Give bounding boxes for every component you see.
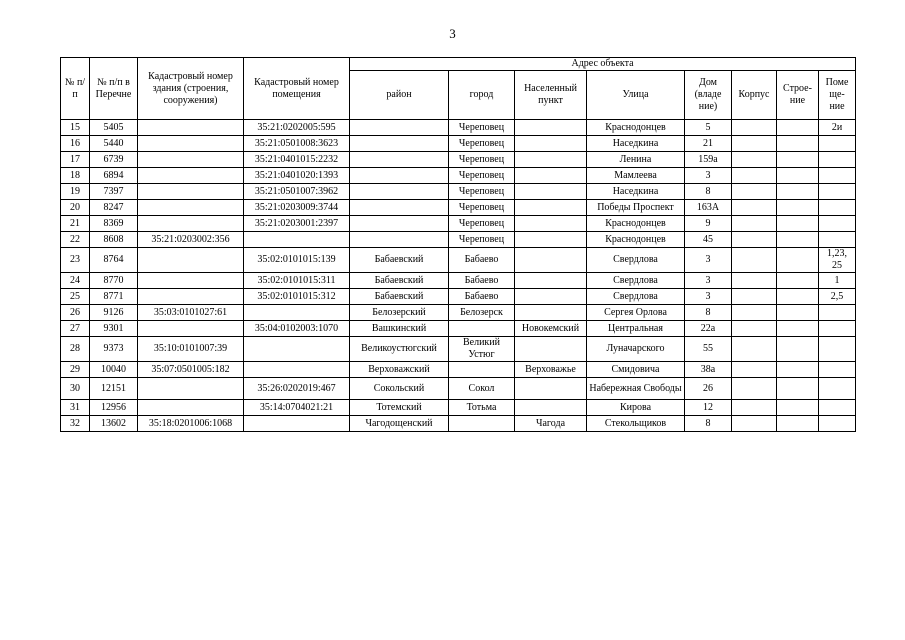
header-num: № п/п bbox=[61, 58, 90, 120]
cell-building-cadastral bbox=[138, 248, 244, 273]
table-row bbox=[61, 136, 856, 152]
cell-room-cadastral: 35:02:0101015:139 bbox=[244, 248, 350, 273]
header-stroenie: Строе- ние bbox=[777, 71, 819, 120]
cell-locality bbox=[515, 152, 587, 168]
table-row bbox=[61, 216, 856, 232]
cell-list-num: 13602 bbox=[90, 416, 138, 432]
cell-house: 9 bbox=[685, 216, 732, 232]
cell-building-cadastral: 35:07:0501005:182 bbox=[138, 362, 244, 378]
cell-pomeschenie bbox=[819, 416, 856, 432]
cell-korpus bbox=[732, 416, 777, 432]
table-body bbox=[61, 120, 856, 432]
cell-district: Бабаевский bbox=[350, 273, 449, 289]
cell-num: 18 bbox=[61, 168, 90, 184]
cell-korpus bbox=[732, 305, 777, 321]
cell-building-cadastral bbox=[138, 200, 244, 216]
cell-korpus bbox=[732, 378, 777, 400]
table-row bbox=[61, 232, 856, 248]
table-row bbox=[61, 321, 856, 337]
cell-korpus bbox=[732, 136, 777, 152]
cell-city bbox=[449, 362, 515, 378]
cell-building-cadastral bbox=[138, 152, 244, 168]
cell-building-cadastral bbox=[138, 184, 244, 200]
table-row bbox=[61, 400, 856, 416]
cell-pomeschenie bbox=[819, 184, 856, 200]
cell-num: 17 bbox=[61, 152, 90, 168]
cell-list-num: 8369 bbox=[90, 216, 138, 232]
table-row bbox=[61, 416, 856, 432]
table-row bbox=[61, 200, 856, 216]
cell-stroenie bbox=[777, 400, 819, 416]
cell-korpus bbox=[732, 289, 777, 305]
cell-city: Бабаево bbox=[449, 273, 515, 289]
cell-locality bbox=[515, 184, 587, 200]
cell-stroenie bbox=[777, 120, 819, 136]
table-row bbox=[61, 289, 856, 305]
cell-house: 159а bbox=[685, 152, 732, 168]
cell-korpus bbox=[732, 400, 777, 416]
table-row bbox=[61, 273, 856, 289]
cell-korpus bbox=[732, 152, 777, 168]
cell-num: 16 bbox=[61, 136, 90, 152]
cell-list-num: 12956 bbox=[90, 400, 138, 416]
cell-house: 12 bbox=[685, 400, 732, 416]
cell-building-cadastral bbox=[138, 400, 244, 416]
cell-list-num: 8771 bbox=[90, 289, 138, 305]
table-row bbox=[61, 120, 856, 136]
cell-pomeschenie bbox=[819, 232, 856, 248]
table-row bbox=[61, 337, 856, 362]
cell-city bbox=[449, 416, 515, 432]
cell-house: 163А bbox=[685, 200, 732, 216]
header-list-num: № п/п в Перечне bbox=[90, 58, 138, 120]
header-house: Дом (владе ние) bbox=[685, 71, 732, 120]
cell-room-cadastral bbox=[244, 416, 350, 432]
cell-korpus bbox=[732, 184, 777, 200]
cell-city: Сокол bbox=[449, 378, 515, 400]
cell-list-num: 12151 bbox=[90, 378, 138, 400]
cell-city: Череповец bbox=[449, 216, 515, 232]
cell-num: 19 bbox=[61, 184, 90, 200]
cell-stroenie bbox=[777, 216, 819, 232]
cell-room-cadastral: 35:21:0202005:595 bbox=[244, 120, 350, 136]
cell-list-num: 9126 bbox=[90, 305, 138, 321]
cell-pomeschenie: 1,23, 25 bbox=[819, 248, 856, 273]
cell-korpus bbox=[732, 120, 777, 136]
cell-street: Краснодонцев bbox=[587, 232, 685, 248]
cell-locality: Верховажье bbox=[515, 362, 587, 378]
cell-house: 38а bbox=[685, 362, 732, 378]
cell-street: Кирова bbox=[587, 400, 685, 416]
cell-locality bbox=[515, 337, 587, 362]
header-pomeschenie: Поме ще- ние bbox=[819, 71, 856, 120]
cell-num: 15 bbox=[61, 120, 90, 136]
cell-city: Череповец bbox=[449, 136, 515, 152]
cell-street: Луначарского bbox=[587, 337, 685, 362]
cell-room-cadastral: 35:26:0202019:467 bbox=[244, 378, 350, 400]
cell-locality bbox=[515, 200, 587, 216]
cell-room-cadastral: 35:21:0401015:2232 bbox=[244, 152, 350, 168]
cell-house: 8 bbox=[685, 416, 732, 432]
cell-stroenie bbox=[777, 232, 819, 248]
cell-street: Свердлова bbox=[587, 248, 685, 273]
cell-room-cadastral: 35:21:0203009:3744 bbox=[244, 200, 350, 216]
cell-room-cadastral bbox=[244, 362, 350, 378]
cell-street: Сергея Орлова bbox=[587, 305, 685, 321]
cell-korpus bbox=[732, 362, 777, 378]
cell-building-cadastral bbox=[138, 321, 244, 337]
cell-room-cadastral bbox=[244, 232, 350, 248]
cell-list-num: 6894 bbox=[90, 168, 138, 184]
cell-korpus bbox=[732, 216, 777, 232]
cell-district: Чагодощенский bbox=[350, 416, 449, 432]
cell-pomeschenie bbox=[819, 200, 856, 216]
cell-city: Бабаево bbox=[449, 289, 515, 305]
cell-locality: Чагода bbox=[515, 416, 587, 432]
cell-city bbox=[449, 321, 515, 337]
cell-street: Краснодонцев bbox=[587, 120, 685, 136]
cell-stroenie bbox=[777, 305, 819, 321]
cell-list-num: 5405 bbox=[90, 120, 138, 136]
cell-pomeschenie bbox=[819, 136, 856, 152]
cell-house: 21 bbox=[685, 136, 732, 152]
header-address-group: Адрес объекта bbox=[350, 58, 856, 71]
cell-room-cadastral: 35:21:0501007:3962 bbox=[244, 184, 350, 200]
property-table bbox=[60, 57, 856, 432]
cell-street: Свердлова bbox=[587, 273, 685, 289]
table-row bbox=[61, 152, 856, 168]
cell-building-cadastral bbox=[138, 136, 244, 152]
cell-pomeschenie: 1 bbox=[819, 273, 856, 289]
cell-stroenie bbox=[777, 248, 819, 273]
cell-room-cadastral: 35:04:0102003:1070 bbox=[244, 321, 350, 337]
cell-stroenie bbox=[777, 362, 819, 378]
cell-room-cadastral: 35:02:0101015:311 bbox=[244, 273, 350, 289]
cell-num: 31 bbox=[61, 400, 90, 416]
cell-building-cadastral bbox=[138, 289, 244, 305]
cell-city: Великий Устюг bbox=[449, 337, 515, 362]
cell-house: 3 bbox=[685, 248, 732, 273]
cell-korpus bbox=[732, 168, 777, 184]
cell-street: Набережная Свободы bbox=[587, 378, 685, 400]
cell-num: 28 bbox=[61, 337, 90, 362]
cell-pomeschenie bbox=[819, 378, 856, 400]
cell-city: Череповец bbox=[449, 168, 515, 184]
table-row bbox=[61, 248, 856, 273]
cell-locality bbox=[515, 289, 587, 305]
cell-list-num: 8770 bbox=[90, 273, 138, 289]
cell-district: Тотемский bbox=[350, 400, 449, 416]
cell-pomeschenie bbox=[819, 337, 856, 362]
cell-district bbox=[350, 184, 449, 200]
cell-street: Смидовича bbox=[587, 362, 685, 378]
cell-stroenie bbox=[777, 184, 819, 200]
cell-building-cadastral: 35:21:0203002:356 bbox=[138, 232, 244, 248]
cell-pomeschenie bbox=[819, 321, 856, 337]
cell-district: Бабаевский bbox=[350, 248, 449, 273]
cell-locality: Новокемский bbox=[515, 321, 587, 337]
cell-pomeschenie bbox=[819, 168, 856, 184]
cell-locality bbox=[515, 305, 587, 321]
cell-pomeschenie bbox=[819, 362, 856, 378]
header-locality: Населенный пункт bbox=[515, 71, 587, 120]
cell-room-cadastral bbox=[244, 337, 350, 362]
cell-locality bbox=[515, 232, 587, 248]
cell-num: 23 bbox=[61, 248, 90, 273]
cell-room-cadastral: 35:14:0704021:21 bbox=[244, 400, 350, 416]
cell-city: Череповец bbox=[449, 200, 515, 216]
cell-district bbox=[350, 136, 449, 152]
cell-num: 30 bbox=[61, 378, 90, 400]
cell-pomeschenie bbox=[819, 305, 856, 321]
cell-num: 21 bbox=[61, 216, 90, 232]
cell-stroenie bbox=[777, 200, 819, 216]
cell-district bbox=[350, 232, 449, 248]
cell-house: 3 bbox=[685, 273, 732, 289]
cell-street: Стекольщиков bbox=[587, 416, 685, 432]
cell-locality bbox=[515, 120, 587, 136]
table-row bbox=[61, 378, 856, 400]
cell-num: 26 bbox=[61, 305, 90, 321]
cell-district bbox=[350, 216, 449, 232]
cell-district bbox=[350, 200, 449, 216]
cell-city: Белозерск bbox=[449, 305, 515, 321]
cell-district: Сокольский bbox=[350, 378, 449, 400]
cell-korpus bbox=[732, 273, 777, 289]
cell-street: Краснодонцев bbox=[587, 216, 685, 232]
cell-room-cadastral: 35:21:0203001:2397 bbox=[244, 216, 350, 232]
cell-city: Череповец bbox=[449, 184, 515, 200]
table-row bbox=[61, 305, 856, 321]
cell-locality bbox=[515, 248, 587, 273]
cell-room-cadastral bbox=[244, 305, 350, 321]
cell-district: Великоустюгский bbox=[350, 337, 449, 362]
cell-stroenie bbox=[777, 416, 819, 432]
cell-building-cadastral: 35:18:0201006:1068 bbox=[138, 416, 244, 432]
table-row bbox=[61, 184, 856, 200]
cell-house: 55 bbox=[685, 337, 732, 362]
cell-street: Победы Проспект bbox=[587, 200, 685, 216]
cell-district bbox=[350, 152, 449, 168]
header-city: город bbox=[449, 71, 515, 120]
cell-street: Ленина bbox=[587, 152, 685, 168]
cell-korpus bbox=[732, 248, 777, 273]
cell-room-cadastral: 35:21:0401020:1393 bbox=[244, 168, 350, 184]
cell-district: Белозерский bbox=[350, 305, 449, 321]
cell-num: 25 bbox=[61, 289, 90, 305]
cell-stroenie bbox=[777, 289, 819, 305]
table-row bbox=[61, 362, 856, 378]
cell-room-cadastral: 35:02:0101015:312 bbox=[244, 289, 350, 305]
cell-building-cadastral bbox=[138, 378, 244, 400]
cell-locality bbox=[515, 136, 587, 152]
cell-stroenie bbox=[777, 136, 819, 152]
cell-pomeschenie: 2и bbox=[819, 120, 856, 136]
header-district: район bbox=[350, 71, 449, 120]
cell-city: Череповец bbox=[449, 232, 515, 248]
cell-building-cadastral: 35:10:0101007:39 bbox=[138, 337, 244, 362]
cell-street: Наседкина bbox=[587, 184, 685, 200]
cell-house: 26 bbox=[685, 378, 732, 400]
cell-building-cadastral bbox=[138, 168, 244, 184]
header-room-cadastral: Кадастровый номер помещения bbox=[244, 58, 350, 120]
header-building-cadastral: Кадастровый номер здания (строения, сооружения) bbox=[138, 58, 244, 120]
cell-house: 45 bbox=[685, 232, 732, 248]
cell-house: 8 bbox=[685, 184, 732, 200]
cell-house: 8 bbox=[685, 305, 732, 321]
cell-korpus bbox=[732, 321, 777, 337]
cell-city: Череповец bbox=[449, 152, 515, 168]
cell-district: Верховажский bbox=[350, 362, 449, 378]
cell-stroenie bbox=[777, 168, 819, 184]
cell-num: 32 bbox=[61, 416, 90, 432]
cell-num: 22 bbox=[61, 232, 90, 248]
cell-locality bbox=[515, 378, 587, 400]
cell-stroenie bbox=[777, 337, 819, 362]
cell-locality bbox=[515, 216, 587, 232]
cell-house: 3 bbox=[685, 289, 732, 305]
cell-korpus bbox=[732, 200, 777, 216]
page-number: 3 bbox=[449, 26, 456, 41]
cell-house: 22а bbox=[685, 321, 732, 337]
cell-stroenie bbox=[777, 321, 819, 337]
cell-list-num: 9373 bbox=[90, 337, 138, 362]
cell-pomeschenie: 2,5 bbox=[819, 289, 856, 305]
cell-pomeschenie bbox=[819, 216, 856, 232]
cell-list-num: 8764 bbox=[90, 248, 138, 273]
header-street: Улица bbox=[587, 71, 685, 120]
table-row bbox=[61, 168, 856, 184]
cell-building-cadastral bbox=[138, 120, 244, 136]
cell-list-num: 7397 bbox=[90, 184, 138, 200]
cell-district: Вашкинский bbox=[350, 321, 449, 337]
cell-num: 27 bbox=[61, 321, 90, 337]
cell-list-num: 8247 bbox=[90, 200, 138, 216]
cell-stroenie bbox=[777, 273, 819, 289]
cell-building-cadastral: 35:03:0101027:61 bbox=[138, 305, 244, 321]
cell-district bbox=[350, 120, 449, 136]
cell-stroenie bbox=[777, 152, 819, 168]
cell-list-num: 10040 bbox=[90, 362, 138, 378]
cell-building-cadastral bbox=[138, 273, 244, 289]
cell-pomeschenie bbox=[819, 400, 856, 416]
cell-stroenie bbox=[777, 378, 819, 400]
cell-pomeschenie bbox=[819, 152, 856, 168]
cell-street: Наседкина bbox=[587, 136, 685, 152]
cell-korpus bbox=[732, 232, 777, 248]
cell-list-num: 6739 bbox=[90, 152, 138, 168]
cell-house: 3 bbox=[685, 168, 732, 184]
cell-city: Тотьма bbox=[449, 400, 515, 416]
cell-list-num: 9301 bbox=[90, 321, 138, 337]
cell-street: Свердлова bbox=[587, 289, 685, 305]
cell-street: Мамлеева bbox=[587, 168, 685, 184]
cell-list-num: 5440 bbox=[90, 136, 138, 152]
cell-district: Бабаевский bbox=[350, 289, 449, 305]
cell-house: 5 bbox=[685, 120, 732, 136]
cell-num: 20 bbox=[61, 200, 90, 216]
cell-city: Бабаево bbox=[449, 248, 515, 273]
cell-num: 24 bbox=[61, 273, 90, 289]
cell-building-cadastral bbox=[138, 216, 244, 232]
cell-district bbox=[350, 168, 449, 184]
cell-locality bbox=[515, 168, 587, 184]
cell-num: 29 bbox=[61, 362, 90, 378]
cell-locality bbox=[515, 273, 587, 289]
header-korpus: Корпус bbox=[732, 71, 777, 120]
cell-street: Центральная bbox=[587, 321, 685, 337]
cell-room-cadastral: 35:21:0501008:3623 bbox=[244, 136, 350, 152]
cell-city: Череповец bbox=[449, 120, 515, 136]
cell-locality bbox=[515, 400, 587, 416]
cell-list-num: 8608 bbox=[90, 232, 138, 248]
cell-korpus bbox=[732, 337, 777, 362]
